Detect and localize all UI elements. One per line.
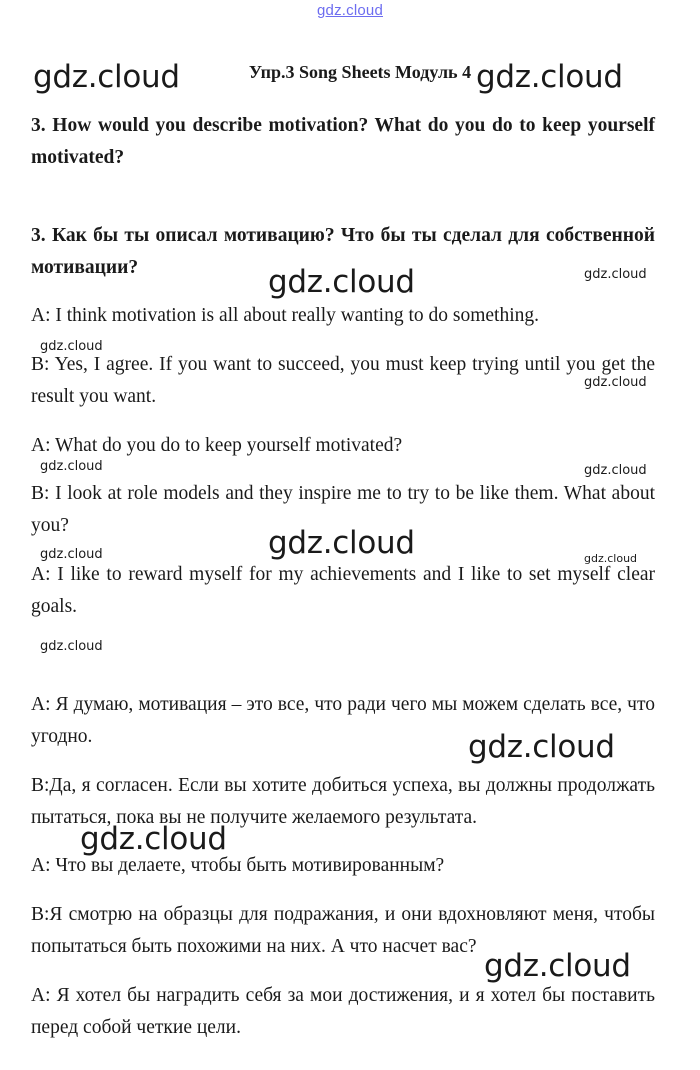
dialogue-en-line-2: B: Yes, I agree. If you want to succeed, you must keep trying until you get the result you want. bbox=[31, 354, 655, 407]
watermark-small: gdz.cloud bbox=[40, 547, 103, 562]
site-link[interactable]: gdz.cloud bbox=[316, 2, 383, 19]
watermark-large: gdz.cloud bbox=[484, 948, 631, 984]
watermark-small: gdz.cloud bbox=[584, 267, 647, 282]
question-english: 3. How would you describe motivation? What do you do to keep yourself motivated? bbox=[31, 115, 655, 168]
watermark-large: gdz.cloud bbox=[268, 525, 415, 561]
dialogue-en-line-3: A: What do you do to keep yourself motivated? bbox=[31, 435, 403, 456]
dialogue-ru-line-1: A: Я думаю, мотивация – это все, что ради чего мы можем сделать все, что угодно. bbox=[31, 694, 655, 747]
watermark-large: gdz.cloud bbox=[268, 264, 415, 300]
watermark-large: gdz.cloud bbox=[476, 59, 623, 95]
dialogue-ru-line-2: B:Да, я согласен. Если вы хотите добиться успеха, вы должны продолжать пытаться, пока вы не получите желаемого результата. bbox=[31, 775, 655, 828]
dialogue-ru-line-3: A: Что вы делаете, чтобы быть мотивированным? bbox=[31, 855, 445, 876]
dialogue-ru-line-5: A: Я хотел бы наградить себя за мои достижения, и я хотел бы поставить перед собой четкие цели. bbox=[31, 985, 655, 1038]
watermark-large: gdz.cloud bbox=[80, 821, 227, 857]
watermark-small: gdz.cloud bbox=[40, 459, 103, 474]
watermark-large: gdz.cloud bbox=[33, 59, 180, 95]
page-title: Упр.3 Song Sheets Модуль 4 bbox=[248, 62, 472, 82]
watermark-large: gdz.cloud bbox=[468, 729, 615, 765]
watermark-small: gdz.cloud bbox=[584, 375, 647, 390]
dialogue-ru-line-4: B:Я смотрю на образцы для подражания, и они вдохновляют меня, чтобы попытаться быть похожими на них. А что насчет вас? bbox=[31, 904, 655, 957]
watermark-small: gdz.cloud bbox=[40, 339, 103, 354]
dialogue-en-line-4: B: I look at role models and they inspire me to try to be like them. What about you? bbox=[31, 483, 655, 536]
dialogue-en-line-5: A: I like to reward myself for my achievements and I like to set myself clear goals. bbox=[31, 564, 655, 617]
watermark-small: gdz.cloud bbox=[40, 639, 103, 654]
question-russian: 3. Как бы ты описал мотивацию? Что бы ты сделал для собственной мотивации? bbox=[31, 225, 655, 278]
watermark-small: gdz.cloud bbox=[584, 463, 647, 478]
watermark-small: gdz.cloud bbox=[584, 552, 638, 565]
dialogue-en-line-1: A: I think motivation is all about really wanting to do something. bbox=[31, 305, 540, 326]
